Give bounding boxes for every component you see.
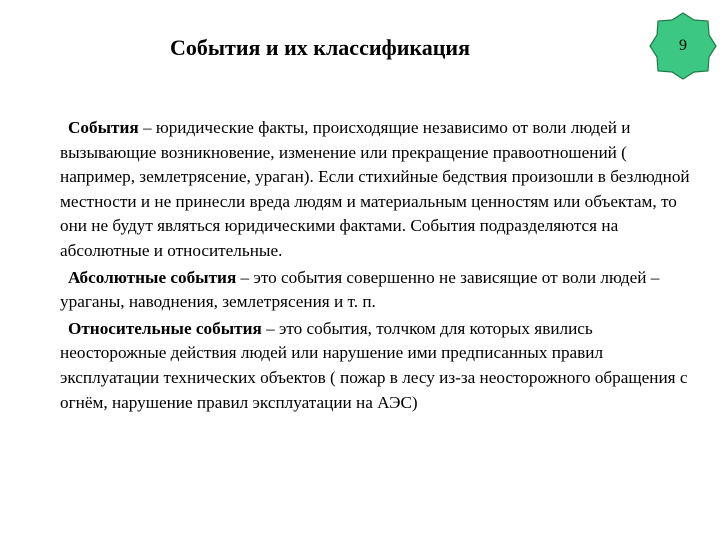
slide-title: События и их классификация bbox=[169, 35, 471, 60]
paragraph-absolute-events bbox=[60, 266, 700, 315]
slide-body bbox=[60, 116, 700, 415]
page-number-badge bbox=[649, 12, 717, 80]
page-number: 9 bbox=[679, 37, 687, 54]
paragraph-relative-events-text: – это события, толчком для которых явились неосторожные действия людей или нарушение ими предписанных правил эксплуатации технических объектов ( пожар в лесу из-за неосторожного обращения с огнём, нарушение правил эксплуатации на АЭС) bbox=[60, 318, 688, 412]
term-events: События bbox=[68, 118, 139, 137]
paragraph-relative-events bbox=[60, 317, 700, 415]
term-relative-events: Относительные события bbox=[68, 318, 262, 338]
paragraph-events bbox=[60, 116, 700, 264]
paragraph-absolute-events-text: – это события совершенно не зависящие от воли людей – ураганы, наводнения, землетрясения и т. п. bbox=[60, 267, 660, 312]
paragraph-events-text: – юридические факты, происходящие независимо от воли людей и вызывающие возникновение, изменение или прекращение правоотношений ( например, землетрясение, ураган). Если стихийные бедствия произошли в безлюдной местности и не принесли вреда людям и материальным ценностям или объектам, то они не будут являться юридическими фактами. События подразделяются на абсолютные и относительные. bbox=[60, 118, 690, 260]
term-absolute-events: Абсолютные события bbox=[68, 267, 237, 287]
